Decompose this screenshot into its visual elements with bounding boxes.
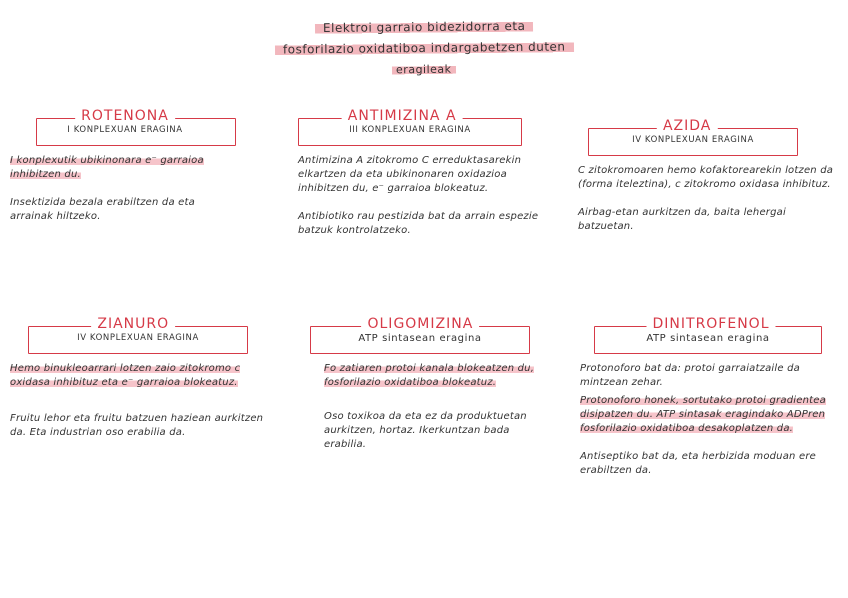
card-subtitle: III KONPLEXUAN ERAGINA [349, 125, 471, 135]
card-name: OLIGOMIZINA [361, 316, 479, 332]
title-line-3: eragileak [392, 63, 456, 77]
title-line-2: fosforilazio oxidatiboa indargabetzen duten [275, 38, 574, 57]
card-header [298, 108, 546, 154]
card-paragraph: Antiseptiko bat da, eta herbizida moduan ere erabiltzen da. [580, 451, 816, 476]
card-paragraph: Oso toxikoa da eta ez da produktuetan aurkitzen, hortaz. Ikerkuntzan bada erabilia. [324, 411, 527, 450]
card-paragraph-highlight: I konplexutik ubikinonara e⁻ garraioa inhibitzen du. [10, 155, 204, 180]
card-subtitle: ATP sintasean eragina [646, 333, 770, 344]
card-zianuro [10, 316, 278, 454]
card-header [10, 316, 278, 362]
card-oligomizina [310, 316, 550, 466]
card-paragraph: Airbag-etan aurkitzen da, baita lehergai batzuetan. [578, 207, 786, 232]
card-header [10, 108, 240, 154]
card-name: ROTENONA [75, 108, 175, 124]
card-header [578, 118, 838, 164]
card-rotenona [10, 108, 240, 238]
card-paragraph: Protonoforo bat da: protoi garraiatzaile da mintzean zehar. [580, 363, 800, 388]
card-paragraph: C zitokromoaren hemo kofaktorearekin lotzen da (forma iteleztina), c zitokromo oxidasa inhibituz. [578, 165, 834, 190]
card-dinitrofenol [580, 316, 842, 492]
card-paragraph-highlight: Protonoforo honek, sortutako protoi gradientea disipatzen du. ATP sintasak eragindako ADPren fosforilazio oxidatiboa desakoplatzen da. [580, 395, 826, 434]
card-subtitle: ATP sintasean eragina [358, 333, 482, 344]
title-line-1: Elektroi garraio bidezidorra eta [315, 18, 534, 36]
card-antimizina-a [298, 108, 546, 252]
card-subtitle: I KONPLEXUAN ERAGINA [67, 125, 183, 135]
card-name: DINITROFENOL [647, 316, 776, 332]
card-subtitle: IV KONPLEXUAN ERAGINA [77, 333, 199, 343]
card-azida [578, 118, 838, 248]
card-subtitle: IV KONPLEXUAN ERAGINA [632, 135, 754, 145]
card-paragraph: Insektizida bezala erabiltzen da eta arrainak hiltzeko. [10, 197, 195, 222]
card-paragraph: Antibiotiko rau pestizida bat da arrain espezie batzuk kontrolatzeko. [298, 211, 539, 236]
card-paragraph: Fruitu lehor eta fruitu batzuen haziean aurkitzen da. Eta industrian oso erabilia da. [10, 413, 264, 438]
card-name: ANTIMIZINA A [342, 108, 463, 124]
card-header [310, 316, 550, 362]
card-header [580, 316, 842, 362]
card-paragraph-highlight: Hemo binukleoarrari lotzen zaio zitokromo c oxidasa inhibituz eta e⁻ garraioa blokeatuz. [10, 363, 241, 388]
card-name: ZIANURO [91, 316, 175, 332]
card-paragraph: Antimizina A zitokromo C erreduktasarekin elkartzen da eta ubikinonaren oxidazioa inhibitzen du, e⁻ garraioa blokeatuz. [298, 155, 522, 194]
card-paragraph-highlight: Fo zatiaren protoi kanala blokeatzen du, fosforilazio oxidatiboa blokeatuz. [324, 363, 535, 388]
page-title [0, 16, 848, 78]
card-name: AZIDA [657, 118, 717, 134]
